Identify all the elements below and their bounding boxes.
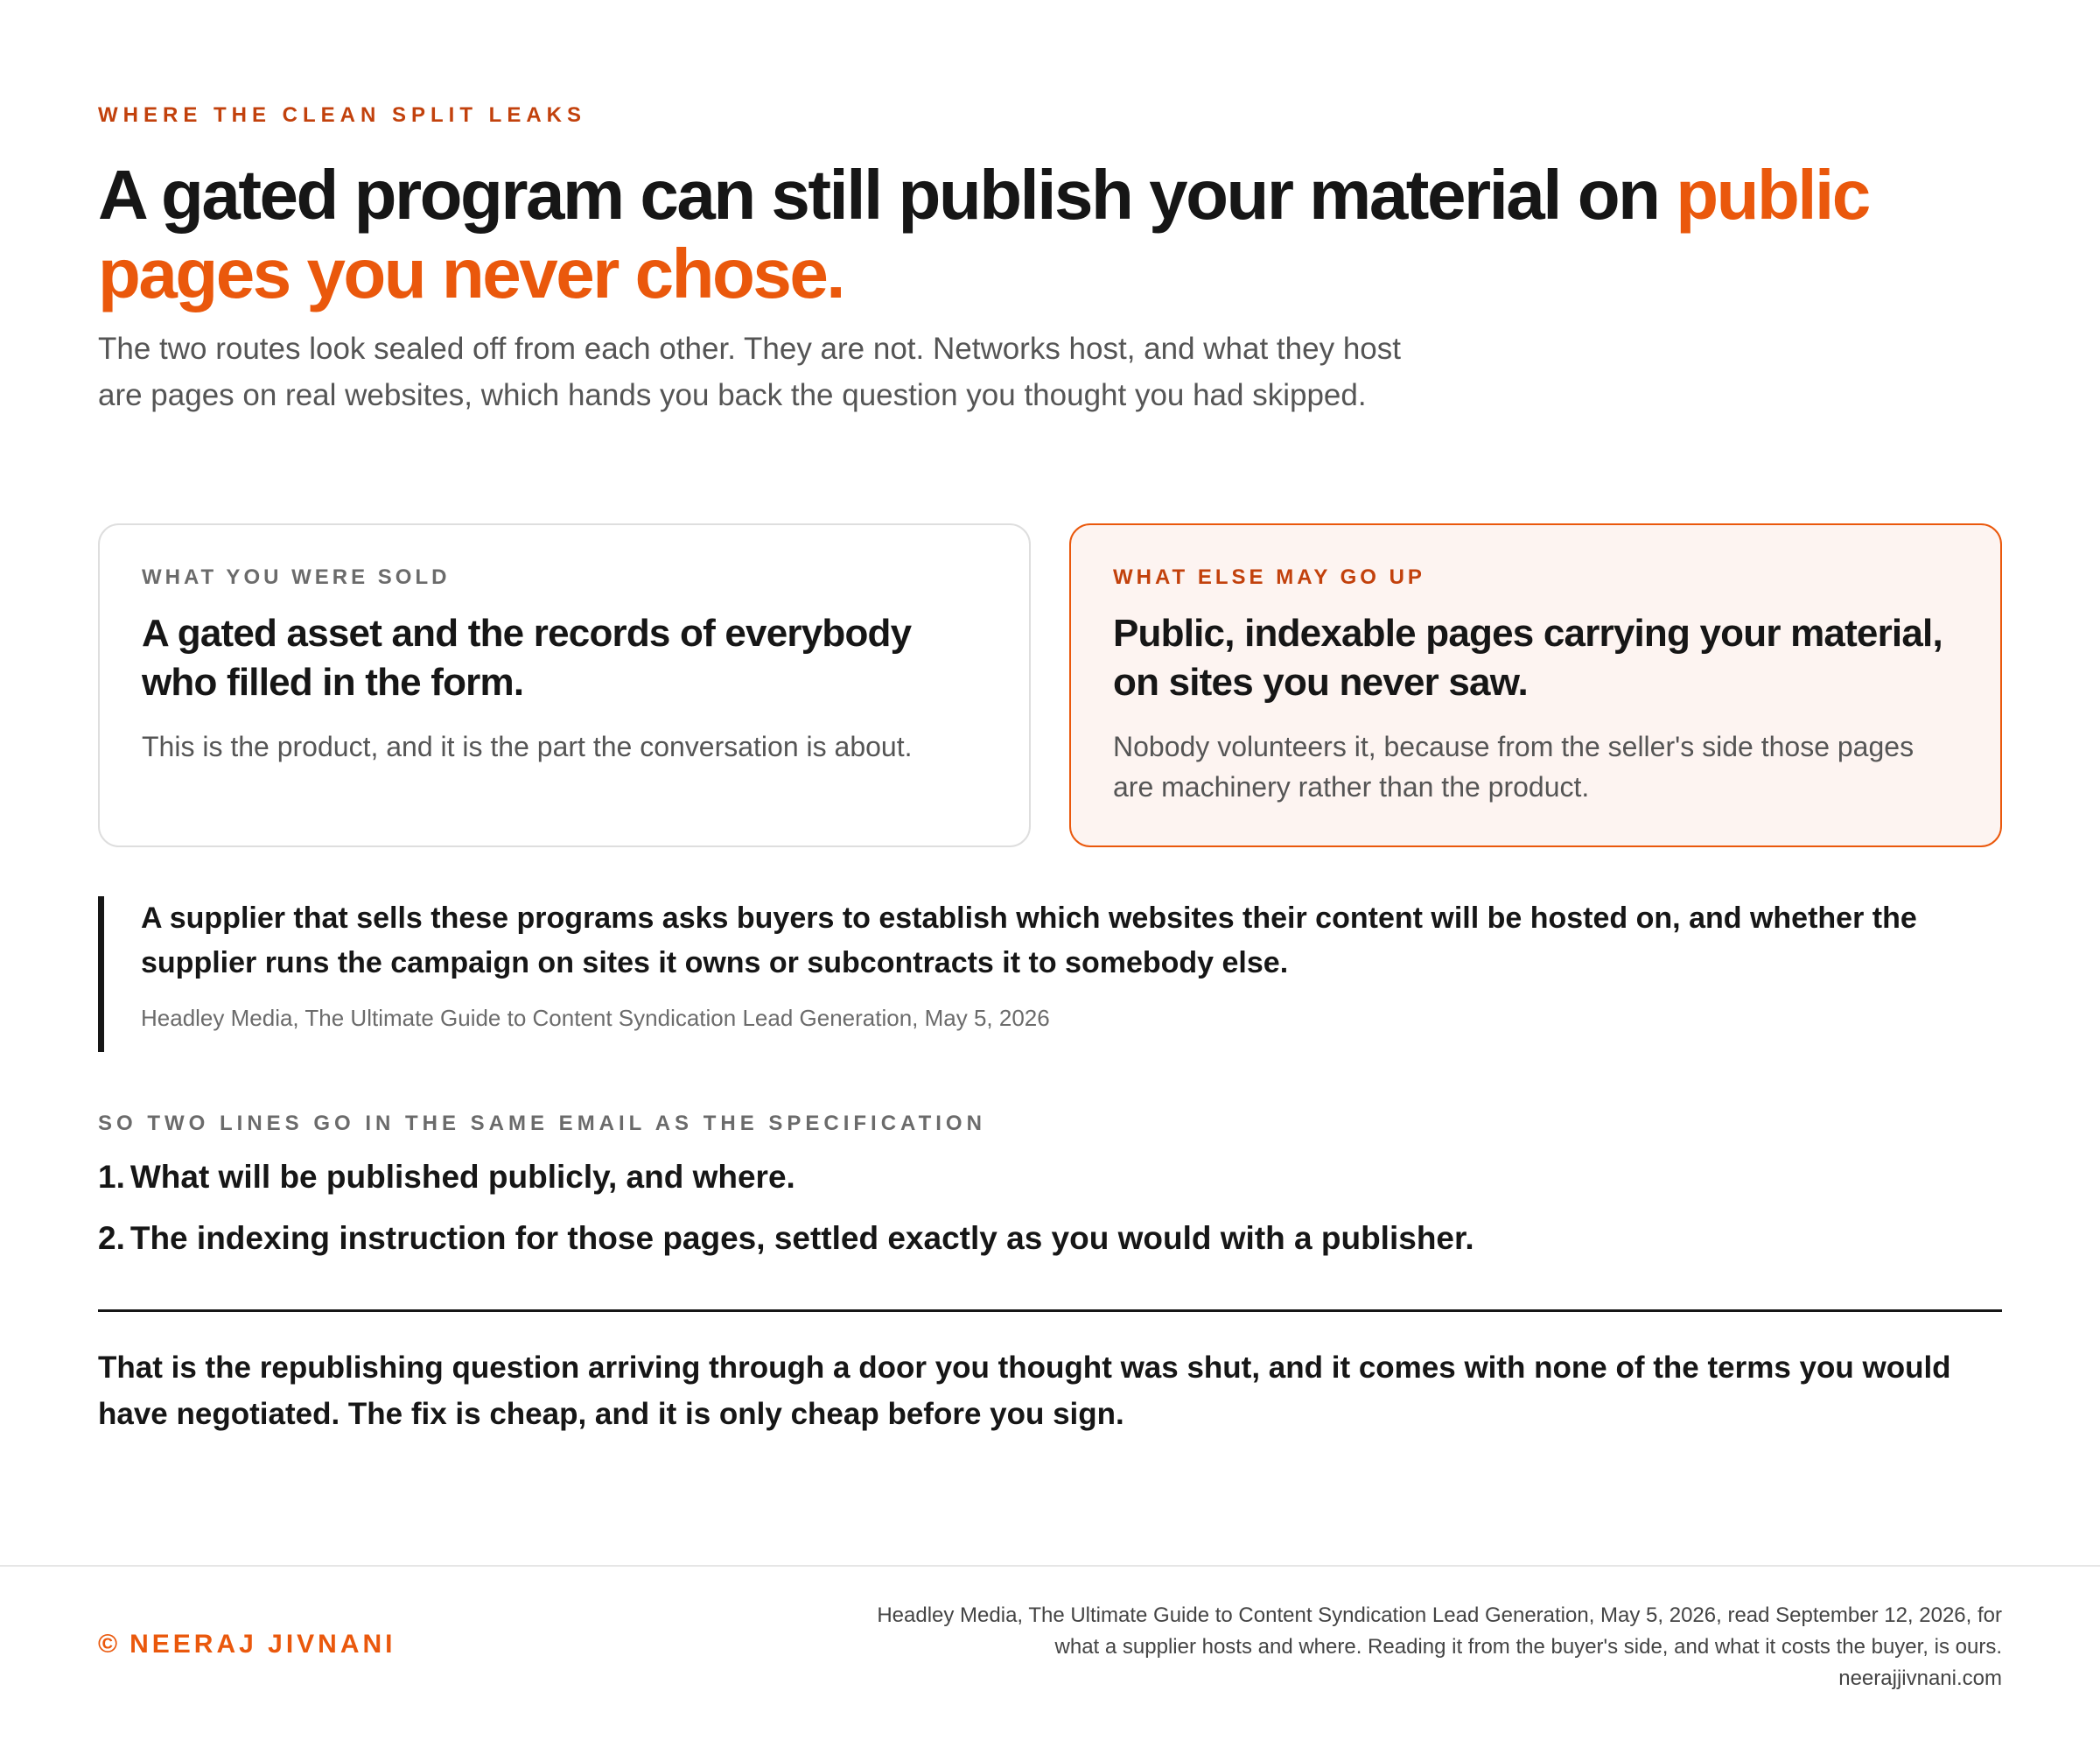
action-list [98, 1157, 2002, 1280]
list-item [98, 1157, 2002, 1197]
footer-brand [98, 1630, 396, 1659]
card-title: Public, indexable pages carrying your material, on sites you never saw. [1113, 612, 1942, 704]
card-text: This is the product, and it is the part the conversation is about. [142, 731, 913, 762]
headline-accent: public pages you never chose. [98, 156, 1869, 312]
list-item [98, 1218, 2002, 1259]
pull-quote [98, 896, 2002, 1052]
footer-site-link[interactable]: neerajjivnani.com [1838, 1666, 2002, 1690]
footnote-line: Headley Media, The Ultimate Guide to Content Syndication Lead Generation, May 5, 2026, read September 12, 2026, for [877, 1603, 2002, 1627]
list-label: SO TWO LINES GO IN THE SAME EMAIL AS THE SPECIFICATION [98, 1112, 986, 1135]
copyright-icon: © [98, 1630, 122, 1659]
card-text: Nobody volunteers it, because from the seller's side those pages are machinery rather than the product. [1113, 731, 1914, 803]
card-label: WHAT ELSE MAY GO UP [1113, 565, 1425, 589]
headline-main: A gated program can still publish your material on [98, 156, 1676, 234]
brand-name: NEERAJ JIVNANI [130, 1630, 396, 1659]
card-label: WHAT YOU WERE SOLD [142, 565, 451, 589]
card-title: A gated asset and the records of everybody who filled in the form. [142, 612, 912, 704]
list-item-text: The indexing instruction for those pages, settled exactly as you would with a publisher. [130, 1220, 1474, 1256]
card-what-you-were-sold [98, 523, 1031, 847]
quote-text: A supplier that sells these programs asks buyers to establish which websites their content will be hosted on, and whether the supplier runs the campaign on sites it owns or subcontracts it to somebody else. [141, 902, 1917, 979]
page-headline [98, 156, 2023, 313]
card-what-else-may-go-up [1069, 523, 2002, 847]
footnote-line: what a supplier hosts and where. Reading it from the buyer's side, and what it costs the buyer, is ours. [1054, 1635, 2002, 1659]
list-item-number: 2. [98, 1220, 125, 1256]
divider [98, 1309, 2002, 1312]
quote-source: Headley Media, The Ultimate Guide to Content Syndication Lead Generation, May 5, 2026 [141, 1005, 1050, 1031]
footer-divider [0, 1565, 2100, 1567]
footer-source-note [690, 1600, 2002, 1694]
lede-paragraph: The two routes look sealed off from each other. They are not. Networks host, and what they host are pages on real websites, which hands you back the question you thought you had skipped. [98, 332, 1401, 412]
list-item-text: What will be published publicly, and where. [130, 1159, 795, 1195]
list-item-number: 1. [98, 1159, 125, 1195]
section-eyebrow: WHERE THE CLEAN SPLIT LEAKS [98, 103, 587, 127]
closing-paragraph: That is the republishing question arriving through a door you thought was shut, and it comes with none of the terms you would have negotiated. The fix is cheap, and it is only cheap before you sign. [98, 1351, 1951, 1431]
